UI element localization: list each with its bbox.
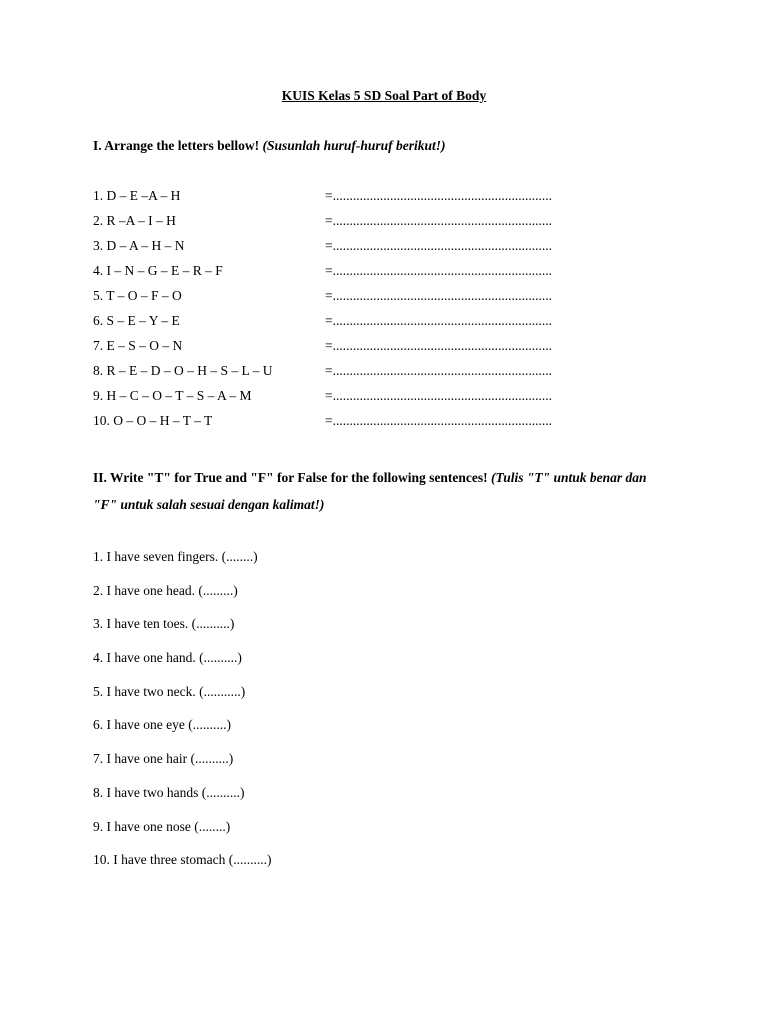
scrambled-word: 3. D – A – H – N <box>93 238 185 253</box>
scrambled-word: 9. H – C – O – T – S – A – M <box>93 388 252 403</box>
scrambled-word: 4. I – N – G – E – R – F <box>93 263 223 278</box>
section1-list <box>93 187 613 437</box>
list-item: 3. I have ten toes. (..........) <box>93 616 235 632</box>
list-item <box>93 312 613 337</box>
list-item: 10. I have three stomach (..........) <box>93 852 272 868</box>
answer-blank: =................................................................. <box>325 413 552 428</box>
answer-blank: =................................................................. <box>325 263 552 278</box>
answer-blank: =................................................................. <box>325 313 552 328</box>
answer-blank: =................................................................. <box>325 388 552 403</box>
scrambled-word: 5. T – O – F – O <box>93 288 182 303</box>
list-item: 2. I have one head. (.........) <box>93 582 238 598</box>
list-item: 6. I have one eye (..........) <box>93 717 231 733</box>
list-item <box>93 212 613 237</box>
section2-heading-translation: (Tulis "T" untuk benar dan "F" untuk salah sesuai dengan kalimat!) <box>93 470 647 512</box>
answer-blank: =................................................................. <box>325 363 552 378</box>
list-item <box>93 287 613 312</box>
list-item: 9. I have one nose (........) <box>93 818 231 834</box>
list-item: 7. I have one hair (..........) <box>93 751 234 767</box>
scrambled-word: 7. E – S – O – N <box>93 338 183 353</box>
list-item <box>93 237 613 262</box>
scrambled-word: 2. R –A – I – H <box>93 213 176 228</box>
section1-heading-translation: (Susunlah huruf-huruf berikut!) <box>262 138 446 153</box>
answer-blank: =................................................................. <box>325 188 552 203</box>
list-item <box>93 187 613 212</box>
list-item <box>93 337 613 362</box>
section1-heading-text: I. Arrange the letters bellow! <box>93 138 260 153</box>
scrambled-word: 1. D – E –A – H <box>93 188 181 203</box>
section1-heading <box>93 138 693 154</box>
list-item: 1. I have seven fingers. (........) <box>93 549 258 564</box>
list-item: 8. I have two hands (..........) <box>93 784 245 800</box>
answer-blank: =................................................................. <box>325 288 552 303</box>
section2-heading-text: II. Write "T" for True and "F" for False for the following sentences! <box>93 470 488 485</box>
list-item: 5. I have two neck. (...........) <box>93 683 246 699</box>
section2-list <box>93 548 613 885</box>
scrambled-word: 6. S – E – Y – E <box>93 313 180 328</box>
answer-blank: =................................................................. <box>325 238 552 253</box>
list-item <box>93 412 613 437</box>
scrambled-word: 8. R – E – D – O – H – S – L – U <box>93 363 273 378</box>
list-item <box>93 362 613 387</box>
list-item <box>93 262 613 287</box>
list-item <box>93 387 613 412</box>
section2-heading <box>93 464 673 518</box>
list-item: 4. I have one hand. (..........) <box>93 650 242 666</box>
scrambled-word: 10. O – O – H – T – T <box>93 413 213 428</box>
answer-blank: =................................................................. <box>325 338 552 353</box>
page-title: KUIS Kelas 5 SD Soal Part of Body <box>281 88 487 103</box>
answer-blank: =................................................................. <box>325 213 552 228</box>
